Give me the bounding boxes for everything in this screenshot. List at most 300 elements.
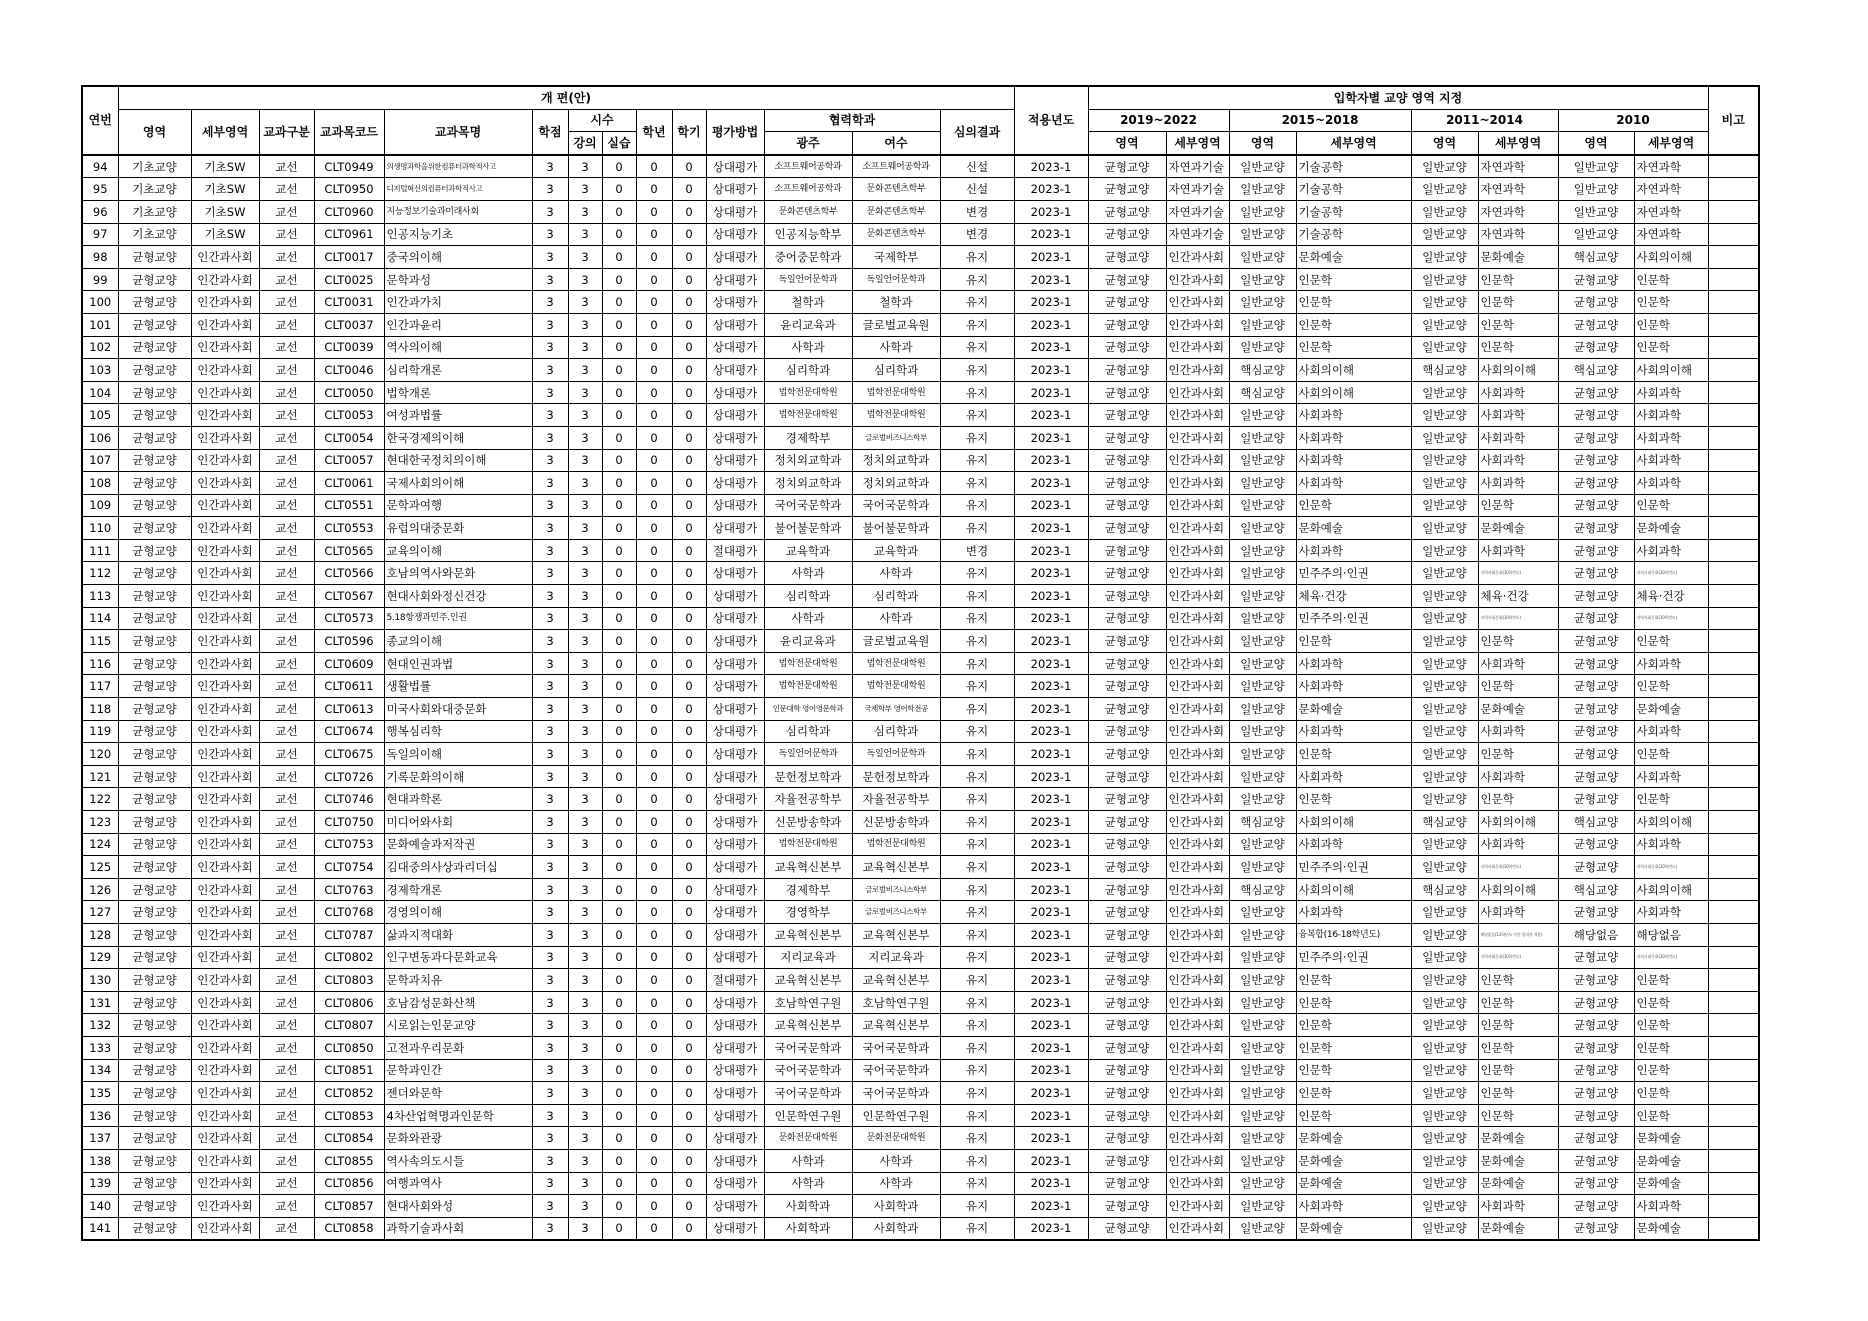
- cell-note: [1708, 472, 1759, 495]
- cell-eval-method: 상대평가: [706, 268, 764, 291]
- cell-practice-hours: 0: [602, 630, 636, 653]
- cell-credit: 3: [532, 969, 568, 992]
- cell-code: CLT0611: [314, 675, 384, 698]
- cell-area-2011: 일반교양: [1411, 743, 1478, 766]
- cell-subarea-2015: 기술공학: [1296, 223, 1411, 246]
- cell-area-2015: 일반교양: [1229, 336, 1296, 359]
- cell-course-name: 역사속의도시들: [384, 1149, 532, 1172]
- cell-subarea: 인간과사회: [191, 1104, 259, 1127]
- cell-lecture-hours: 3: [568, 1149, 602, 1172]
- cell-area-2010: 균형교양: [1558, 1195, 1634, 1218]
- cell-review-result: 유지: [940, 1149, 1014, 1172]
- cell-subarea-2019: 인간과사회: [1166, 1195, 1229, 1218]
- cell-type: 교선: [259, 811, 314, 834]
- cell-lecture-hours: 3: [568, 1104, 602, 1127]
- table-row: [82, 268, 1759, 291]
- cell-area: 균형교양: [118, 449, 191, 472]
- cell-semester: 0: [672, 1172, 706, 1195]
- cell-area: 균형교양: [118, 1127, 191, 1150]
- cell-area-2019: 균형교양: [1088, 1036, 1166, 1059]
- header-period-2010: 2010: [1558, 109, 1708, 132]
- cell-eval-method: 상대평가: [706, 200, 764, 223]
- cell-review-result: 유지: [940, 856, 1014, 879]
- cell-area-2019: 균형교양: [1088, 1195, 1166, 1218]
- cell-dept-yeosu: 교육학과: [852, 539, 940, 562]
- cell-subarea: 인간과사회: [191, 856, 259, 879]
- cell-no: 121: [82, 765, 118, 788]
- cell-area-2015: 일반교양: [1229, 698, 1296, 721]
- cell-review-result: 변경: [940, 539, 1014, 562]
- cell-apply-year: 2023-1: [1014, 878, 1088, 901]
- cell-area: 균형교양: [118, 946, 191, 969]
- cell-area-2011: 일반교양: [1411, 585, 1478, 608]
- cell-semester: 0: [672, 788, 706, 811]
- cell-credit: 3: [532, 268, 568, 291]
- cell-year: 0: [636, 720, 672, 743]
- cell-year: 0: [636, 404, 672, 427]
- cell-area-2011: 일반교양: [1411, 630, 1478, 653]
- cell-subarea-2011: 사회과학: [1478, 901, 1558, 924]
- cell-credit: 3: [532, 449, 568, 472]
- cell-area-2011: 일반교양: [1411, 1149, 1478, 1172]
- cell-subarea-2010: 사회과학: [1634, 539, 1708, 562]
- cell-lecture-hours: 3: [568, 313, 602, 336]
- cell-dept-gwangju: 사학과: [764, 1149, 852, 1172]
- cell-area-2010: 핵심교양: [1558, 246, 1634, 269]
- cell-subarea-2015: 사회과학: [1296, 449, 1411, 472]
- cell-area-2019: 균형교양: [1088, 788, 1166, 811]
- cell-subarea-2011: 인문학: [1478, 336, 1558, 359]
- cell-area-2010: 균형교양: [1558, 901, 1634, 924]
- cell-semester: 0: [672, 585, 706, 608]
- cell-area: 균형교양: [118, 1104, 191, 1127]
- cell-code: CLT0855: [314, 1149, 384, 1172]
- cell-type: 교선: [259, 404, 314, 427]
- cell-apply-year: 2023-1: [1014, 1127, 1088, 1150]
- cell-practice-hours: 0: [602, 200, 636, 223]
- cell-practice-hours: 0: [602, 901, 636, 924]
- cell-semester: 0: [672, 155, 706, 178]
- cell-area-2011: 일반교양: [1411, 923, 1478, 946]
- cell-eval-method: 상대평가: [706, 1172, 764, 1195]
- cell-area-2015: 일반교양: [1229, 1082, 1296, 1105]
- cell-course-name: 현대한국정치의이해: [384, 449, 532, 472]
- cell-area-2010: 균형교양: [1558, 833, 1634, 856]
- cell-subarea-2019: 인간과사회: [1166, 901, 1229, 924]
- cell-no: 140: [82, 1195, 118, 1218]
- cell-subarea: 인간과사회: [191, 991, 259, 1014]
- cell-area-2019: 균형교양: [1088, 946, 1166, 969]
- cell-practice-hours: 0: [602, 1059, 636, 1082]
- cell-subarea-2019: 인간과사회: [1166, 381, 1229, 404]
- cell-credit: 3: [532, 246, 568, 269]
- cell-year: 0: [636, 1014, 672, 1037]
- cell-semester: 0: [672, 878, 706, 901]
- cell-course-name: 문화와관광: [384, 1127, 532, 1150]
- cell-subarea: 인간과사회: [191, 720, 259, 743]
- cell-subarea: 인간과사회: [191, 878, 259, 901]
- cell-practice-hours: 0: [602, 1014, 636, 1037]
- cell-area-2019: 균형교양: [1088, 494, 1166, 517]
- cell-semester: 0: [672, 743, 706, 766]
- table-row: [82, 585, 1759, 608]
- cell-code: CLT0787: [314, 923, 384, 946]
- cell-apply-year: 2023-1: [1014, 1036, 1088, 1059]
- cell-year: 0: [636, 426, 672, 449]
- cell-subarea-2019: 인간과사회: [1166, 765, 1229, 788]
- cell-area-2010: 균형교양: [1558, 969, 1634, 992]
- cell-area-2015: 핵심교양: [1229, 381, 1296, 404]
- cell-subarea-2019: 인간과사회: [1166, 811, 1229, 834]
- cell-semester: 0: [672, 1059, 706, 1082]
- cell-code: CLT0025: [314, 268, 384, 291]
- cell-area: 균형교양: [118, 698, 191, 721]
- cell-area-2015: 일반교양: [1229, 1127, 1296, 1150]
- cell-year: 0: [636, 743, 672, 766]
- cell-dept-gwangju: 법학전문대학원: [764, 833, 852, 856]
- table-row: [82, 381, 1759, 404]
- cell-note: [1708, 246, 1759, 269]
- cell-area-2019: 균형교양: [1088, 291, 1166, 314]
- cell-year: 0: [636, 765, 672, 788]
- cell-type: 교선: [259, 336, 314, 359]
- cell-apply-year: 2023-1: [1014, 630, 1088, 653]
- cell-eval-method: 상대평가: [706, 223, 764, 246]
- cell-code: CLT0037: [314, 313, 384, 336]
- cell-subarea-2019: 인간과사회: [1166, 539, 1229, 562]
- table-body: [82, 155, 1759, 1241]
- cell-no: 96: [82, 200, 118, 223]
- cell-area-2019: 균형교양: [1088, 1104, 1166, 1127]
- cell-area: 균형교양: [118, 788, 191, 811]
- cell-area: 균형교양: [118, 675, 191, 698]
- cell-semester: 0: [672, 449, 706, 472]
- cell-credit: 3: [532, 178, 568, 201]
- cell-eval-method: 상대평가: [706, 1149, 764, 1172]
- cell-subarea-2015: 인문학: [1296, 268, 1411, 291]
- cell-apply-year: 2023-1: [1014, 291, 1088, 314]
- cell-area-2015: 일반교양: [1229, 155, 1296, 178]
- cell-note: [1708, 652, 1759, 675]
- cell-no: 124: [82, 833, 118, 856]
- table-row: [82, 200, 1759, 223]
- cell-dept-yeosu: 국어국문학과: [852, 1082, 940, 1105]
- cell-subarea-2011: 인문학: [1478, 630, 1558, 653]
- cell-area-2015: 일반교양: [1229, 630, 1296, 653]
- cell-note: [1708, 336, 1759, 359]
- cell-subarea-2011: 해당없음(13학년도 이전 입학자 적용): [1478, 923, 1558, 946]
- cell-area-2019: 균형교양: [1088, 313, 1166, 336]
- cell-semester: 0: [672, 336, 706, 359]
- cell-area-2011: 일반교양: [1411, 856, 1478, 879]
- table-row: [82, 856, 1759, 879]
- cell-review-result: 유지: [940, 1127, 1014, 1150]
- cell-type: 교선: [259, 720, 314, 743]
- cell-area-2011: 일반교양: [1411, 291, 1478, 314]
- cell-subarea-2015: 사회과학: [1296, 765, 1411, 788]
- cell-subarea-2010: 문화예술: [1634, 1172, 1708, 1195]
- cell-practice-hours: 0: [602, 359, 636, 382]
- cell-area: 균형교양: [118, 1059, 191, 1082]
- cell-semester: 0: [672, 178, 706, 201]
- table-row: [82, 426, 1759, 449]
- cell-practice-hours: 0: [602, 743, 636, 766]
- cell-area-2011: 일반교양: [1411, 788, 1478, 811]
- cell-year: 0: [636, 969, 672, 992]
- cell-subarea: 인간과사회: [191, 359, 259, 382]
- cell-lecture-hours: 3: [568, 246, 602, 269]
- cell-subarea-2011: 인문학: [1478, 1014, 1558, 1037]
- cell-dept-yeosu: 사학과: [852, 607, 940, 630]
- cell-course-name: 의생명과학을위한컴퓨터과학적사고: [384, 155, 532, 178]
- cell-lecture-hours: 3: [568, 811, 602, 834]
- cell-year: 0: [636, 178, 672, 201]
- cell-code: CLT0567: [314, 585, 384, 608]
- cell-semester: 0: [672, 223, 706, 246]
- cell-subarea-2019: 인간과사회: [1166, 472, 1229, 495]
- cell-code: CLT0949: [314, 155, 384, 178]
- cell-code: CLT0566: [314, 562, 384, 585]
- cell-apply-year: 2023-1: [1014, 155, 1088, 178]
- cell-area: 균형교양: [118, 585, 191, 608]
- cell-type: 교선: [259, 788, 314, 811]
- table-row: [82, 1172, 1759, 1195]
- cell-note: [1708, 155, 1759, 178]
- cell-credit: 3: [532, 630, 568, 653]
- cell-area-2019: 균형교양: [1088, 585, 1166, 608]
- cell-practice-hours: 0: [602, 969, 636, 992]
- cell-dept-yeosu: 신문방송학과: [852, 811, 940, 834]
- cell-year: 0: [636, 313, 672, 336]
- cell-area-2011: 일반교양: [1411, 675, 1478, 698]
- cell-subarea-2010: 인문학: [1634, 991, 1708, 1014]
- cell-code: CLT0750: [314, 811, 384, 834]
- cell-subarea: 인간과사회: [191, 607, 259, 630]
- cell-area-2011: 핵심교양: [1411, 811, 1478, 834]
- cell-course-name: 호남의역사와문화: [384, 562, 532, 585]
- cell-subarea-2011: 사회의이해: [1478, 878, 1558, 901]
- cell-no: 116: [82, 652, 118, 675]
- cell-dept-yeosu: 문화콘텐츠학부: [852, 223, 940, 246]
- cell-credit: 3: [532, 562, 568, 585]
- cell-subarea-2019: 인간과사회: [1166, 313, 1229, 336]
- cell-dept-gwangju: 소프트웨어공학과: [764, 155, 852, 178]
- cell-note: [1708, 1195, 1759, 1218]
- cell-no: 105: [82, 404, 118, 427]
- cell-area-2019: 균형교양: [1088, 923, 1166, 946]
- cell-dept-gwangju: 불어불문학과: [764, 517, 852, 540]
- cell-course-name: 여행과역사: [384, 1172, 532, 1195]
- cell-area-2011: 일반교양: [1411, 720, 1478, 743]
- cell-apply-year: 2023-1: [1014, 1172, 1088, 1195]
- cell-apply-year: 2023-1: [1014, 720, 1088, 743]
- cell-apply-year: 2023-1: [1014, 1149, 1088, 1172]
- cell-area-2019: 균형교양: [1088, 1172, 1166, 1195]
- cell-area-2015: 일반교양: [1229, 1195, 1296, 1218]
- cell-eval-method: 상대평가: [706, 607, 764, 630]
- cell-year: 0: [636, 336, 672, 359]
- cell-semester: 0: [672, 494, 706, 517]
- cell-area-2011: 일반교양: [1411, 1036, 1478, 1059]
- cell-subarea-2011: 지역사회문화(10학번도): [1478, 946, 1558, 969]
- cell-subarea-2011: 사회과학: [1478, 833, 1558, 856]
- cell-code: CLT0573: [314, 607, 384, 630]
- cell-credit: 3: [532, 878, 568, 901]
- cell-review-result: 유지: [940, 291, 1014, 314]
- cell-area-2010: 균형교양: [1558, 585, 1634, 608]
- cell-review-result: 유지: [940, 878, 1014, 901]
- cell-subarea-2019: 인간과사회: [1166, 1082, 1229, 1105]
- cell-code: CLT0853: [314, 1104, 384, 1127]
- cell-no: 102: [82, 336, 118, 359]
- cell-area-2015: 일반교양: [1229, 404, 1296, 427]
- cell-practice-hours: 0: [602, 946, 636, 969]
- cell-subarea: 인간과사회: [191, 381, 259, 404]
- cell-no: 135: [82, 1082, 118, 1105]
- cell-lecture-hours: 3: [568, 155, 602, 178]
- cell-area-2019: 균형교양: [1088, 404, 1166, 427]
- cell-practice-hours: 0: [602, 698, 636, 721]
- cell-subarea-2019: 인간과사회: [1166, 359, 1229, 382]
- cell-note: [1708, 404, 1759, 427]
- cell-course-name: 역사의이해: [384, 336, 532, 359]
- cell-subarea-2015: 문화예술: [1296, 1172, 1411, 1195]
- cell-area-2015: 일반교양: [1229, 313, 1296, 336]
- cell-area-2010: 균형교양: [1558, 856, 1634, 879]
- cell-dept-gwangju: 정치외교학과: [764, 472, 852, 495]
- cell-note: [1708, 1036, 1759, 1059]
- cell-area-2011: 일반교양: [1411, 969, 1478, 992]
- cell-subarea-2010: 지역사회문화(10학번도): [1634, 607, 1708, 630]
- cell-practice-hours: 0: [602, 381, 636, 404]
- cell-subarea-2010: 사회과학: [1634, 833, 1708, 856]
- table-row: [82, 178, 1759, 201]
- cell-subarea-2019: 인간과사회: [1166, 404, 1229, 427]
- cell-type: 교선: [259, 1104, 314, 1127]
- cell-dept-gwangju: 국어국문학과: [764, 1036, 852, 1059]
- cell-area-2015: 일반교양: [1229, 539, 1296, 562]
- cell-note: [1708, 720, 1759, 743]
- cell-dept-yeosu: 철학과: [852, 291, 940, 314]
- cell-practice-hours: 0: [602, 539, 636, 562]
- cell-year: 0: [636, 1172, 672, 1195]
- cell-eval-method: 상대평가: [706, 1036, 764, 1059]
- cell-credit: 3: [532, 743, 568, 766]
- cell-practice-hours: 0: [602, 1172, 636, 1195]
- cell-year: 0: [636, 494, 672, 517]
- cell-course-name: 기록문화의이해: [384, 765, 532, 788]
- cell-dept-gwangju: 교육혁신본부: [764, 969, 852, 992]
- cell-subarea-2015: 문화예술: [1296, 1127, 1411, 1150]
- cell-subarea-2010: 문화예술: [1634, 1217, 1708, 1240]
- cell-subarea: 인간과사회: [191, 1172, 259, 1195]
- cell-subarea-2011: 자연과학: [1478, 178, 1558, 201]
- cell-note: [1708, 630, 1759, 653]
- cell-review-result: 유지: [940, 720, 1014, 743]
- cell-note: [1708, 313, 1759, 336]
- cell-subarea-2019: 자연과기술: [1166, 178, 1229, 201]
- cell-credit: 3: [532, 765, 568, 788]
- cell-review-result: 유지: [940, 562, 1014, 585]
- cell-eval-method: 상대평가: [706, 923, 764, 946]
- cell-dept-gwangju: 사학과: [764, 607, 852, 630]
- cell-subarea-2015: 문화예술: [1296, 1217, 1411, 1240]
- table-row: [82, 291, 1759, 314]
- table-row: [82, 472, 1759, 495]
- cell-review-result: 유지: [940, 336, 1014, 359]
- table-row: [82, 630, 1759, 653]
- cell-subarea-2010: 사회과학: [1634, 381, 1708, 404]
- cell-subarea-2011: 문화예술: [1478, 517, 1558, 540]
- cell-eval-method: 상대평가: [706, 991, 764, 1014]
- cell-note: [1708, 923, 1759, 946]
- cell-lecture-hours: 3: [568, 472, 602, 495]
- header-2015-area: 영역: [1229, 132, 1296, 155]
- cell-subarea: 인간과사회: [191, 788, 259, 811]
- cell-no: 112: [82, 562, 118, 585]
- cell-practice-hours: 0: [602, 833, 636, 856]
- cell-subarea-2010: 문화예술: [1634, 1149, 1708, 1172]
- cell-practice-hours: 0: [602, 788, 636, 811]
- cell-lecture-hours: 3: [568, 1195, 602, 1218]
- cell-year: 0: [636, 562, 672, 585]
- cell-subarea-2011: 문화예술: [1478, 246, 1558, 269]
- cell-review-result: 유지: [940, 585, 1014, 608]
- course-table-sheet: [81, 85, 1760, 1241]
- cell-area-2010: 균형교양: [1558, 1149, 1634, 1172]
- cell-area-2019: 균형교양: [1088, 991, 1166, 1014]
- cell-year: 0: [636, 200, 672, 223]
- cell-eval-method: 상대평가: [706, 811, 764, 834]
- cell-course-name: 문학과인간: [384, 1059, 532, 1082]
- cell-dept-gwangju: 법학전문대학원: [764, 404, 852, 427]
- cell-code: CLT0551: [314, 494, 384, 517]
- cell-apply-year: 2023-1: [1014, 336, 1088, 359]
- cell-area-2010: 일반교양: [1558, 223, 1634, 246]
- cell-apply-year: 2023-1: [1014, 494, 1088, 517]
- cell-lecture-hours: 3: [568, 1059, 602, 1082]
- table-row: [82, 901, 1759, 924]
- cell-subarea-2019: 인간과사회: [1166, 856, 1229, 879]
- cell-subarea-2019: 인간과사회: [1166, 1104, 1229, 1127]
- cell-dept-yeosu: 교육혁신본부: [852, 969, 940, 992]
- cell-code: CLT0050: [314, 381, 384, 404]
- cell-area-2010: 균형교양: [1558, 698, 1634, 721]
- cell-code: CLT0763: [314, 878, 384, 901]
- cell-course-name: 법학개론: [384, 381, 532, 404]
- cell-review-result: 유지: [940, 991, 1014, 1014]
- cell-practice-hours: 0: [602, 562, 636, 585]
- cell-apply-year: 2023-1: [1014, 765, 1088, 788]
- cell-no: 110: [82, 517, 118, 540]
- cell-year: 0: [636, 833, 672, 856]
- cell-subarea-2010: 사회과학: [1634, 765, 1708, 788]
- cell-lecture-hours: 3: [568, 833, 602, 856]
- table-row: [82, 698, 1759, 721]
- cell-apply-year: 2023-1: [1014, 313, 1088, 336]
- cell-credit: 3: [532, 811, 568, 834]
- cell-no: 109: [82, 494, 118, 517]
- cell-dept-yeosu: 국어국문학과: [852, 1036, 940, 1059]
- cell-subarea: 인간과사회: [191, 494, 259, 517]
- header-plan-group: 개 편(안): [118, 86, 1014, 109]
- cell-subarea-2011: 인문학: [1478, 1082, 1558, 1105]
- cell-eval-method: 상대평가: [706, 652, 764, 675]
- cell-subarea-2010: 사회과학: [1634, 404, 1708, 427]
- cell-dept-gwangju: 경제학부: [764, 878, 852, 901]
- cell-type: 교선: [259, 1036, 314, 1059]
- cell-subarea-2011: 사회의이해: [1478, 359, 1558, 382]
